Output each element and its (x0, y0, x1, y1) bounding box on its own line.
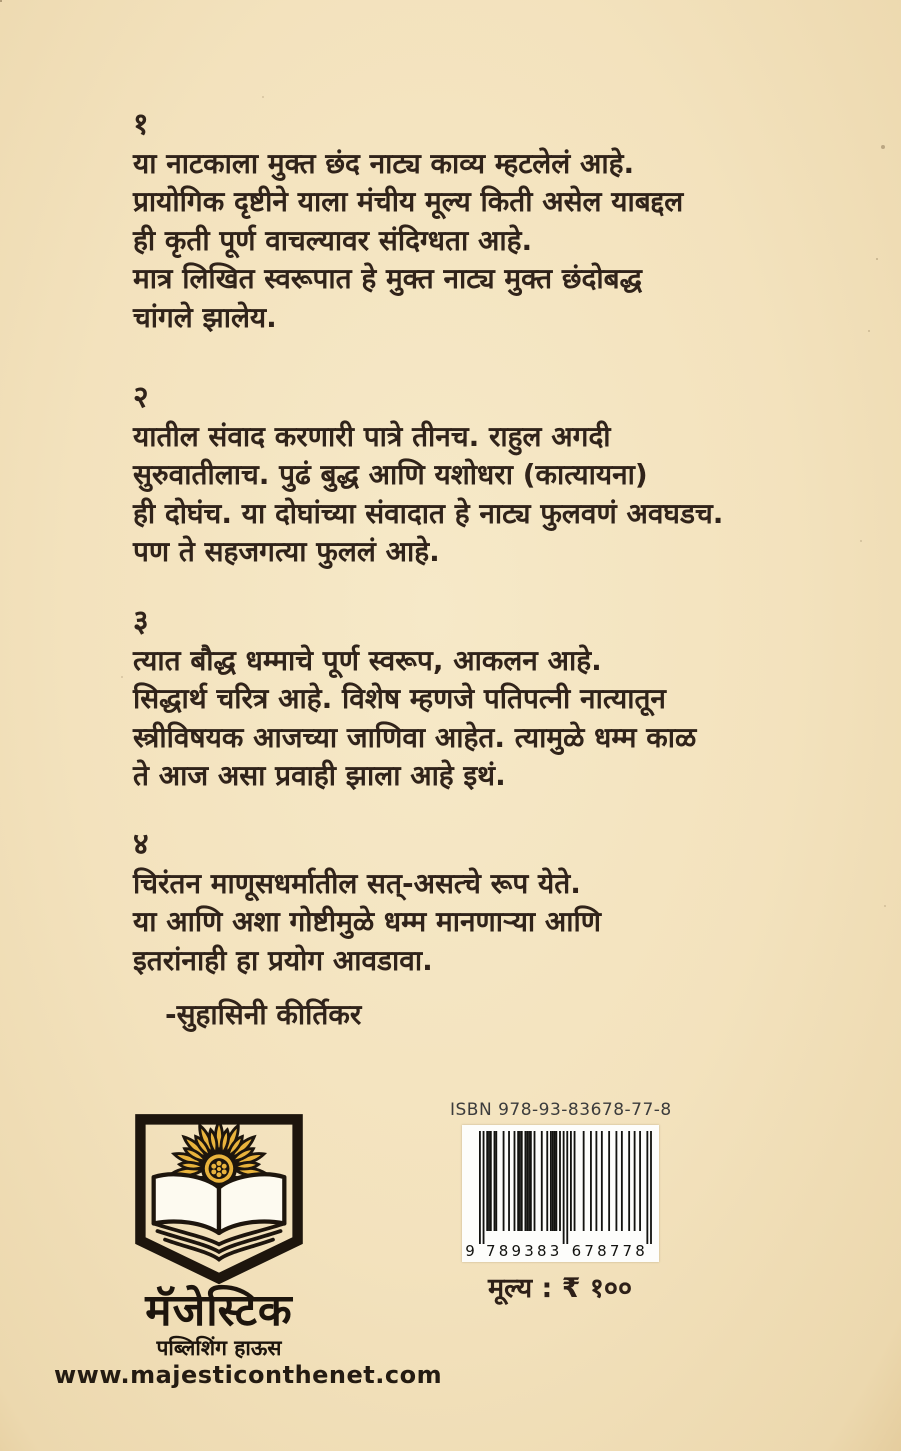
review-line: स्त्रीविषयक आजच्या जाणिवा आहेत. त्यामुळे धम्म काळ (133, 720, 697, 754)
review-line: पण ते सहजगत्या फुललं आहे. (133, 535, 440, 568)
price-label: मूल्य : ₹ १०० (487, 1273, 633, 1304)
isbn-label: ISBN 978-93-83678-77-8 (450, 1100, 672, 1120)
publisher-subtitle: पब्लिशिंग हाऊस (156, 1336, 282, 1360)
review-line: सुरुवातीलाच. पुढं बुद्ध आणि यशोधरा (कात्यायना) (133, 458, 648, 491)
review-line: मात्र लिखित स्वरूपात हे मुक्त नाट्य मुक्त छंदोबद्ध (133, 262, 642, 295)
section-number: ४ (133, 827, 149, 862)
publisher-website: www.majesticonthenet.com (54, 1361, 443, 1389)
svg-text:9: 9 (464, 1242, 475, 1260)
section-number: २ (133, 380, 149, 415)
svg-text:8: 8 (596, 1242, 607, 1260)
scan-noise (0, 0, 2, 2)
review-line: चिरंतन माणूसधर्मातील सत्-असत्चे रूप येते. (133, 866, 581, 900)
open-book-icon (154, 1174, 285, 1259)
publisher-name: मॅजेस्टिक (145, 1285, 293, 1336)
svg-text:7: 7 (609, 1242, 619, 1260)
publisher-logo (129, 1108, 309, 1286)
section-number: १ (133, 107, 149, 142)
svg-text:8: 8 (498, 1242, 508, 1260)
review-line: सिद्धार्थ चरित्र आहे. विशेष म्हणजे पतिपत्नी नात्यातून (133, 682, 666, 715)
review-section-1 (133, 106, 793, 337)
svg-text:7: 7 (485, 1242, 496, 1260)
svg-text:7: 7 (622, 1242, 632, 1260)
review-line: ही दोघंच. या दोघांच्या संवादात हे नाट्य फुलवणं अवघडच. (133, 496, 724, 530)
review-section-4 (133, 826, 793, 980)
section-number: ३ (133, 604, 149, 639)
review-line: या आणि अशा गोष्टीमुळे धम्म मानणाऱ्या आणि (133, 905, 602, 938)
review-line: ही कृती पूर्ण वाचल्यावर संदिग्धता आहे. (133, 223, 533, 257)
svg-text:3: 3 (549, 1242, 559, 1260)
barcode-box (462, 1125, 659, 1262)
svg-text:6: 6 (571, 1242, 581, 1260)
review-line: प्रायोगिक दृष्टीने याला मंचीय मूल्य किती असेल याबद्दल (133, 185, 684, 218)
svg-text:8: 8 (634, 1242, 645, 1260)
isbn-block (450, 1100, 670, 1305)
review-line: त्यात बौद्ध धम्माचे पूर्ण स्वरूप, आकलन आहे. (133, 643, 602, 677)
review-line: यातील संवाद करणारी पात्रे तीनच. राहुल अगदी (133, 419, 611, 453)
review-line: चांगले झालेय. (133, 300, 277, 334)
svg-text:3: 3 (523, 1242, 534, 1260)
svg-text:7: 7 (583, 1242, 594, 1260)
review-line: या नाटकाला मुक्त छंद नाट्य काव्य म्हटलेलं आहे. (133, 146, 635, 180)
ean13-barcode (462, 1125, 659, 1262)
svg-text:8: 8 (536, 1242, 547, 1260)
review-line: ते आज असा प्रवाही झाला आहे इथं. (133, 759, 506, 792)
reviewer-signature: -सुहासिनी कीर्तिकर (165, 998, 362, 1031)
review-section-2 (133, 379, 793, 572)
svg-text:9: 9 (511, 1242, 521, 1260)
review-section-3 (133, 603, 793, 796)
publisher-block (54, 1108, 443, 1389)
review-line: इतरांनाही हा प्रयोग आवडावा. (133, 943, 433, 977)
